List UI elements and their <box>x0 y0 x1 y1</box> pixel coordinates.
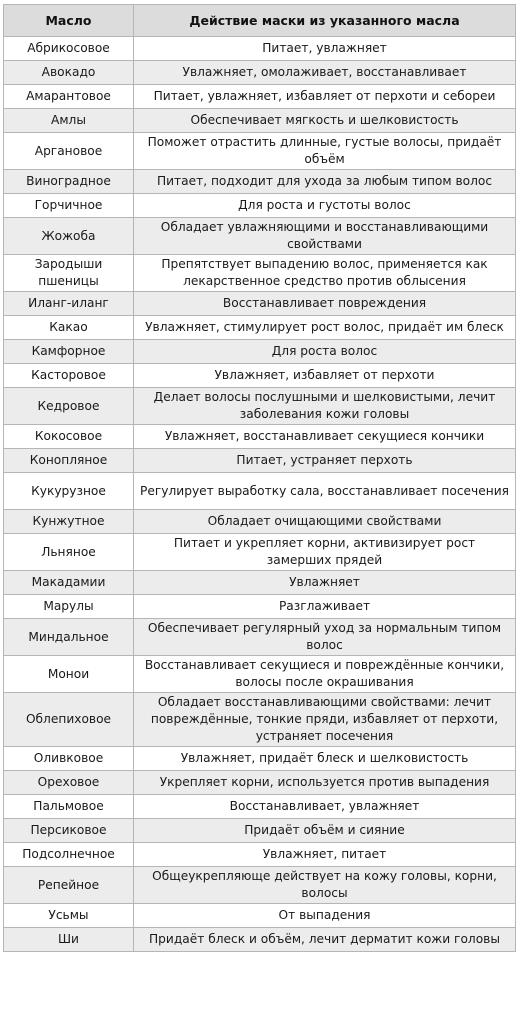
table-row <box>4 843 516 867</box>
table-row <box>4 194 516 218</box>
oil-effect-cell: Увлажняет, избавляет от перхоти <box>134 364 516 388</box>
oil-name-cell: Кунжутное <box>4 510 134 534</box>
oil-name-cell: Какао <box>4 316 134 340</box>
oil-name-cell: Кукурузное <box>4 473 134 510</box>
table-row <box>4 388 516 425</box>
oil-name-cell: Амарантовое <box>4 85 134 109</box>
table-row <box>4 867 516 904</box>
oil-name-cell: Подсолнечное <box>4 843 134 867</box>
oil-name-cell: Макадамии <box>4 571 134 595</box>
oil-effect-cell: Питает, увлажняет <box>134 37 516 61</box>
table-row <box>4 473 516 510</box>
table-row <box>4 218 516 255</box>
oil-effect-cell: Увлажняет, питает <box>134 843 516 867</box>
oil-name-cell: Камфорное <box>4 340 134 364</box>
oil-effect-cell: Обеспечивает регулярный уход за нормальным типом волос <box>134 619 516 656</box>
oil-name-cell: Льняное <box>4 534 134 571</box>
oil-effect-cell: Питает, подходит для ухода за любым типом волос <box>134 170 516 194</box>
table-row <box>4 510 516 534</box>
oil-name-cell: Миндальное <box>4 619 134 656</box>
oil-name-cell: Кедровое <box>4 388 134 425</box>
oil-name-cell: Иланг-иланг <box>4 292 134 316</box>
table-row <box>4 904 516 928</box>
table-row <box>4 819 516 843</box>
oil-effect-cell: Обладает увлажняющими и восстанавливающими свойствами <box>134 218 516 255</box>
table-row <box>4 364 516 388</box>
oil-effect-cell: Общеукрепляюще действует на кожу головы, корни, волосы <box>134 867 516 904</box>
oil-effect-cell: Поможет отрастить длинные, густые волосы, придаёт объём <box>134 133 516 170</box>
table-row <box>4 109 516 133</box>
oil-effect-cell: Увлажняет, придаёт блеск и шелковистость <box>134 747 516 771</box>
oil-name-cell: Ши <box>4 928 134 952</box>
oil-name-cell: Горчичное <box>4 194 134 218</box>
table-header <box>4 5 516 37</box>
table-row <box>4 928 516 952</box>
oil-name-cell: Авокадо <box>4 61 134 85</box>
table-row <box>4 747 516 771</box>
table-row <box>4 61 516 85</box>
oil-name-cell: Монои <box>4 656 134 693</box>
oil-name-cell: Марулы <box>4 595 134 619</box>
oil-effect-cell: Обладает очищающими свойствами <box>134 510 516 534</box>
table-row <box>4 425 516 449</box>
oils-table <box>3 4 516 952</box>
header-oil: Масло <box>4 5 134 37</box>
oil-effect-cell: Разглаживает <box>134 595 516 619</box>
oil-name-cell: Ореховое <box>4 771 134 795</box>
table-row <box>4 693 516 747</box>
table-row <box>4 316 516 340</box>
table-row <box>4 619 516 656</box>
table-row <box>4 571 516 595</box>
oil-effect-cell: Укрепляет корни, используется против выпадения <box>134 771 516 795</box>
oil-effect-cell: Питает, устраняет перхоть <box>134 449 516 473</box>
header-effect: Действие маски из указанного масла <box>134 5 516 37</box>
table-row <box>4 656 516 693</box>
oil-effect-cell: Регулирует выработку сала, восстанавливает посечения <box>134 473 516 510</box>
table-row <box>4 340 516 364</box>
oil-name-cell: Зародыши пшеницы <box>4 255 134 292</box>
oil-effect-cell: Увлажняет <box>134 571 516 595</box>
table-body <box>4 37 516 952</box>
oil-effect-cell: Для роста волос <box>134 340 516 364</box>
oil-effect-cell: Делает волосы послушными и шелковистыми, лечит заболевания кожи головы <box>134 388 516 425</box>
oil-effect-cell: Увлажняет, стимулирует рост волос, придаёт им блеск <box>134 316 516 340</box>
oil-effect-cell: Питает, увлажняет, избавляет от перхоти и себореи <box>134 85 516 109</box>
oil-effect-cell: Для роста и густоты волос <box>134 194 516 218</box>
table-row <box>4 37 516 61</box>
oil-effect-cell: Восстанавливает повреждения <box>134 292 516 316</box>
oil-name-cell: Усьмы <box>4 904 134 928</box>
table-row <box>4 795 516 819</box>
oil-name-cell: Персиковое <box>4 819 134 843</box>
oil-effect-cell: Увлажняет, омолаживает, восстанавливает <box>134 61 516 85</box>
table-row <box>4 449 516 473</box>
table-row <box>4 534 516 571</box>
oil-name-cell: Кокосовое <box>4 425 134 449</box>
oil-name-cell: Облепиховое <box>4 693 134 747</box>
oil-effect-cell: Обладает восстанавливающими свойствами: лечит повреждённые, тонкие пряди, избавляет от перхоти, устраняет посечения <box>134 693 516 747</box>
oil-name-cell: Амлы <box>4 109 134 133</box>
table-row <box>4 170 516 194</box>
oil-name-cell: Оливковое <box>4 747 134 771</box>
table-row <box>4 771 516 795</box>
table-row <box>4 595 516 619</box>
oil-effect-cell: Восстанавливает, увлажняет <box>134 795 516 819</box>
oil-name-cell: Пальмовое <box>4 795 134 819</box>
oil-effect-cell: Придаёт блеск и объём, лечит дерматит кожи головы <box>134 928 516 952</box>
oil-effect-cell: Питает и укрепляет корни, активизирует рост замерших прядей <box>134 534 516 571</box>
table-row <box>4 292 516 316</box>
oil-effect-cell: От выпадения <box>134 904 516 928</box>
oil-effect-cell: Препятствует выпадению волос, применяется как лекарственное средство против облысения <box>134 255 516 292</box>
oil-name-cell: Репейное <box>4 867 134 904</box>
oil-effect-cell: Увлажняет, восстанавливает секущиеся кончики <box>134 425 516 449</box>
table-row <box>4 255 516 292</box>
oil-name-cell: Касторовое <box>4 364 134 388</box>
table-row <box>4 133 516 170</box>
oil-effect-cell: Обеспечивает мягкость и шелковистость <box>134 109 516 133</box>
oil-name-cell: Виноградное <box>4 170 134 194</box>
oil-name-cell: Жожоба <box>4 218 134 255</box>
table-row <box>4 85 516 109</box>
oil-name-cell: Аргановое <box>4 133 134 170</box>
header-row <box>4 5 516 37</box>
oil-effect-cell: Восстанавливает секущиеся и повреждённые кончики, волосы после окрашивания <box>134 656 516 693</box>
oil-name-cell: Абрикосовое <box>4 37 134 61</box>
oil-name-cell: Конопляное <box>4 449 134 473</box>
oil-effect-cell: Придаёт объём и сияние <box>134 819 516 843</box>
